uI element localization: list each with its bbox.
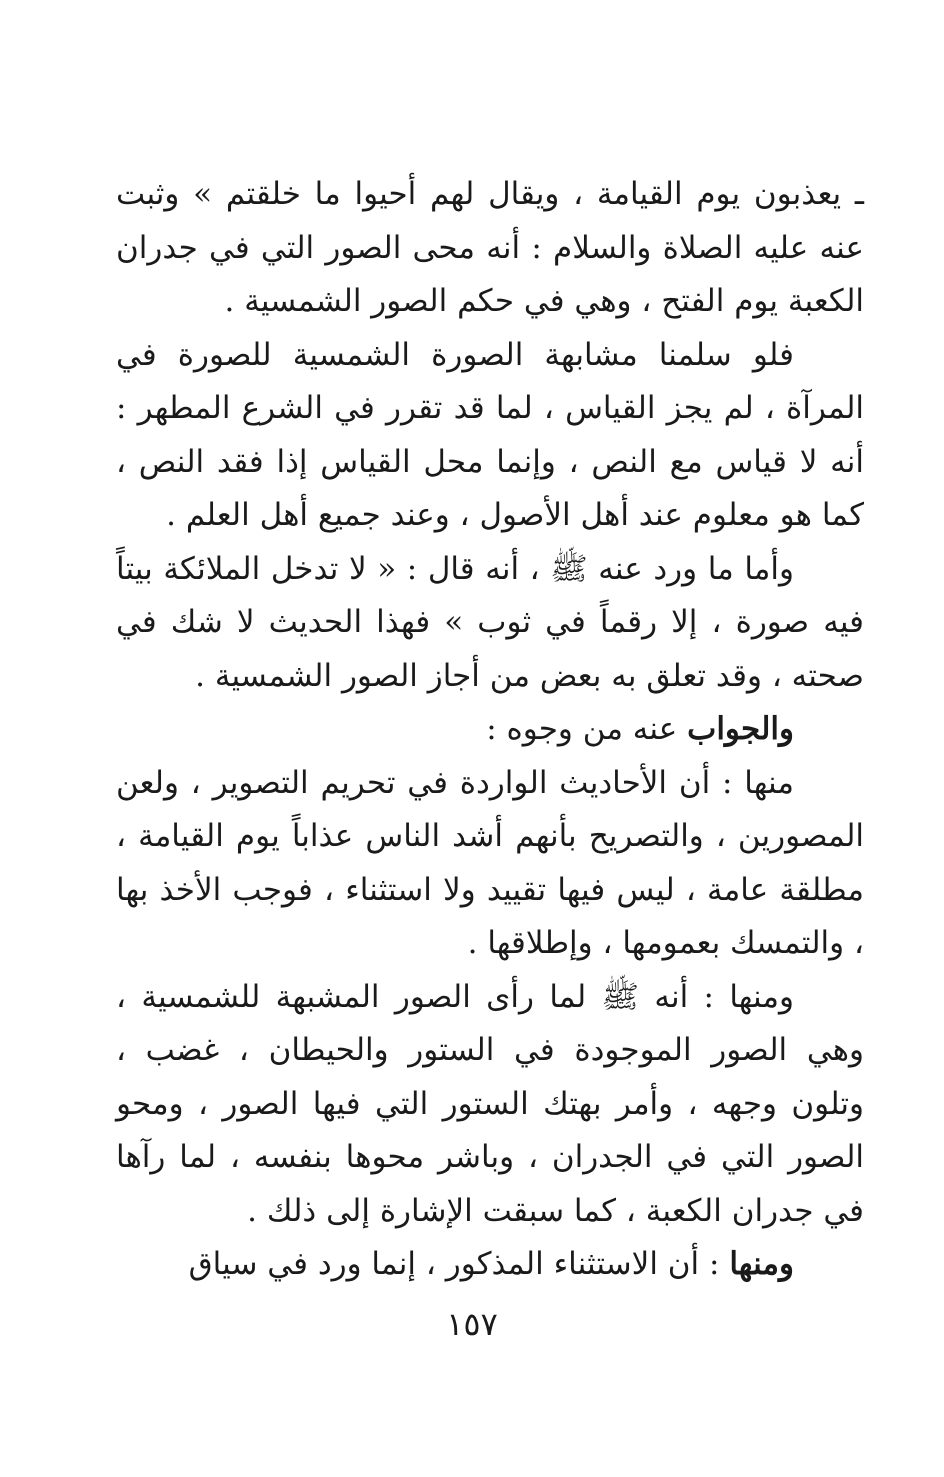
page-number: ١٥٧ [446,1305,498,1343]
paragraph-6 [116,971,864,1239]
paragraph-4-lead: والجواب [687,711,794,747]
paragraph-2-text: فلو سلمنا مشابهة الصورة الشمسية للصورة في المرآة ، لم يجز القياس ، لما قد تقرر في الشرع المطهر : أنه لا قياس مع النص ، وإنما محل القياس إذا فقد النص ، كما هو معلوم عند أهل الأصول ، وعند جميع أهل العلم . [116,336,864,533]
paragraph-7-lead: ومنها [729,1246,794,1282]
body-text [116,168,864,1292]
paragraph-3 [116,543,864,704]
paragraph-6-text: ومنها : أنه ﷺ لما رأى الصور المشبهة للشمسية ، وهي الصور الموجودة في الستور والحيطان ، غضب ، وتلون وجهه ، وأمر بهتك الستور التي فيها الصور ، ومحو الصور التي في الجدران ، وباشر محوها بنفسه ، لما رآها في جدران الكعبة ، كما سبقت الإشارة إلى ذلك . [116,978,864,1229]
paragraph-1 [116,168,864,329]
paragraph-5-text: منها : أن الأحاديث الواردة في تحريم التصوير ، ولعن المصورين ، والتصريح بأنهم أشد الناس عذاباً يوم القيامة ، مطلقة عامة ، ليس فيها تقييد ولا استثناء ، فوجب الأخذ بها ، والتمسك بعمومها ، وإطلاقها . [116,764,864,961]
paragraph-2 [116,329,864,543]
paragraph-1-text: ـ يعذبون يوم القيامة ، ويقال لهم أحيوا ما خلقتم » وثبت عنه عليه الصلاة والسلام : أنه محى الصور التي في جدران الكعبة يوم الفتح ، وهي في حكم الصور الشمسية . [116,176,864,319]
paragraph-5 [116,757,864,971]
paragraph-7 [116,1238,864,1292]
paragraph-7-text: : أن الاستثناء المذكور ، إنما ورد في سياق [188,1246,730,1282]
paragraph-3-text: وأما ما ورد عنه ﷺ ، أنه قال : « لا تدخل الملائكة بيتاً فيه صورة ، إلا رقماً في ثوب » فهذا الحديث لا شك في صحته ، وقد تعلق به بعض من أجاز الصور الشمسية . [116,550,864,694]
paragraph-4 [116,703,864,757]
paragraph-4-text: عنه من وجوه : [486,711,688,747]
